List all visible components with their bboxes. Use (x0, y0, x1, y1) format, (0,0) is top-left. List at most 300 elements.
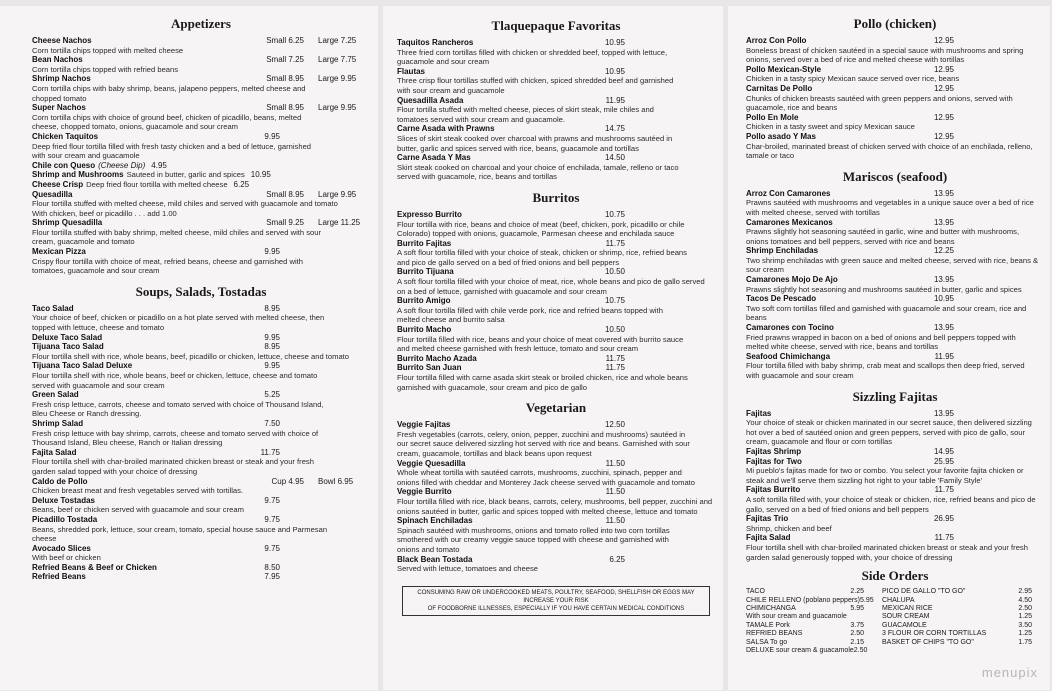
menu-item-header (746, 218, 1044, 228)
item-description-line: onions tomatoes and bell peppers, served with rice and beans (746, 236, 955, 246)
menu-item-header (32, 544, 370, 554)
item-description-line: with guacamole and sour cream (746, 371, 854, 380)
menu-item (397, 487, 715, 516)
item-description-line: Served with lettuce, tomatoes and cheese (397, 564, 538, 574)
item-description-line: onions filled with cheddar and Monterey Jack cheese served with guacamole and tomato (397, 477, 696, 487)
item-description-line: melted cheese and burrito salsa (397, 315, 505, 325)
item-description-line: With beef or chicken (32, 553, 101, 563)
item-name: Arroz Con Camarones (746, 188, 831, 198)
item-description-line: Flour tortilla filled with baby shrimp, crab meat and scallops then deep fried, served (746, 361, 1025, 371)
menu-item (746, 457, 1044, 486)
side-orders-right (882, 588, 1032, 655)
menu-item-header (746, 533, 1044, 543)
menu-item-header (32, 132, 370, 142)
menu-item (746, 533, 1044, 562)
side-order-price: 2.50 (1018, 604, 1032, 612)
menu-item (32, 190, 370, 219)
menu-item (32, 515, 370, 544)
item-description-line: and melted cheese garnished with fresh lettuce, tomato and sour cream (397, 344, 639, 354)
item-name: Spinach Enchiladas (397, 516, 473, 526)
menu-item-header (746, 294, 1044, 304)
item-description-line: Your choice of steak or chicken marinated in our secret sauce, then delivered sizzling (746, 418, 1032, 428)
tlaquepaque-list (397, 38, 715, 182)
item-price: 14.95 (933, 446, 954, 456)
menu-item (397, 363, 715, 392)
item-description-line: onions, served over a bed of rice and melted cheese with tortillas (746, 55, 965, 65)
menu-item-header (397, 239, 715, 249)
menu-item-header (32, 161, 370, 171)
menu-item (32, 572, 370, 582)
menu-item (746, 352, 1044, 381)
item-name: Shrimp Enchiladas (746, 246, 819, 256)
item-description-line: with melted cheese, served with tortillas (746, 207, 880, 217)
item-name: Shrimp Quesadilla (32, 218, 103, 228)
side-order-row (882, 597, 1032, 605)
item-description-line: tomatoes, guacamole and sour cream (32, 266, 160, 276)
item-description-line: A soft tortilla filled with, your choice of steak or chicken, rice, refried beans and pico de (746, 494, 1036, 504)
item-price-large: Large 7.75 (318, 55, 357, 65)
item-description-line: with sour cream and guacamole (32, 151, 140, 161)
item-description-line: Flour tortilla shell with rice, whole beans, beef, picadillo or chicken, lettuce, cheese and tomato (32, 351, 349, 361)
item-inline-description: Sauteed in butter, garlic and spices (126, 170, 245, 180)
item-description-line: Mi pueblo's fajitas made for two or combo. You select your favorite fajita chicken or (746, 466, 1024, 476)
item-price: 5.25 (264, 390, 280, 400)
menu-item (397, 354, 715, 364)
item-price: 11.75 (605, 363, 625, 373)
menu-item-header (32, 515, 370, 525)
item-description-line: cheese, chopped tomato, onions, guacamole and sour cream (32, 122, 239, 132)
item-description-line: Flour tortilla shell with rice, whole beans, beef or chicken, lettuce, cheese and tomato (32, 371, 318, 380)
item-description-line: Skirt steak cooked on charcoal and your choice of enchilada, tamale, relleno or taco (397, 162, 679, 172)
menu-item (32, 448, 370, 477)
item-description-line: A soft flour tortilla filled with your choice of meat, rice, whole beans and pico de gallo served (397, 277, 705, 287)
item-name: Shrimp Nachos (32, 74, 91, 84)
item-description-line: Fresh crisp lettuce, carrots, cheese and tomato served with choice of Thousand Island, (32, 399, 324, 409)
item-name: Veggie Quesadilla (397, 458, 466, 468)
item-description-line: on a bed of lettuce, garnished with guacamole and sour cream (397, 286, 607, 296)
item-name: Bean Nachos (32, 55, 83, 65)
item-description-line: Flour tortilla with rice, beans and choice of meat (beef, chicken, pork, picadillo or chile (397, 219, 685, 229)
item-name: Carne Asada with Prawns (397, 124, 495, 134)
item-name: Flautas (397, 66, 426, 76)
item-description-line: Flour tortilla stuffed with baby shrimp, melted cheese, mild chiles and served with sour (32, 227, 321, 237)
menu-item (746, 447, 1044, 457)
item-description-line: Fried prawns wrapped in bacon on a bed of onions and bell peppers topped with (746, 332, 1016, 342)
menu-item-header (32, 218, 370, 228)
menu-item-header (397, 555, 715, 565)
item-price: 6.25 (233, 179, 250, 189)
menu-item (746, 218, 1044, 247)
item-name: Tijuana Taco Salad (32, 342, 104, 352)
item-description-line: and pico de gallo served on a bed of fried onions and bell peppers (397, 257, 620, 267)
side-order-name: DELUXE sour cream & guacamole (746, 646, 854, 654)
item-name: Caldo de Pollo (32, 476, 88, 486)
item-name: Tijuana Taco Salad Deluxe (32, 361, 133, 371)
menu-column-middle (383, 6, 723, 690)
menu-item (397, 555, 715, 574)
menu-item-header (746, 457, 1044, 467)
menu-column-right (728, 6, 1050, 690)
side-order-row (746, 613, 864, 621)
menu-item (746, 132, 1044, 161)
item-price: 13.95 (933, 408, 954, 418)
section-title-fajitas: Sizzling Fajitas (852, 388, 938, 404)
item-price: 10.95 (604, 38, 625, 47)
item-description-line: Flour tortilla stuffed with melted cheese, pieces of skirt steak, mile chiles and (397, 105, 654, 115)
burritos-list (397, 210, 715, 392)
side-order-price: 1.75 (1018, 638, 1032, 646)
vegetarian-list (397, 420, 715, 574)
menu-item-header (32, 361, 370, 371)
menu-item-header (32, 170, 370, 180)
menu-item (746, 36, 1044, 65)
section-title-vegetarian: Vegetarian (525, 400, 587, 416)
item-price: 6.25 (609, 554, 625, 564)
side-order-row (882, 613, 1032, 621)
fajitas-list (746, 409, 1044, 563)
item-name: Burrito Macho (397, 325, 452, 335)
item-description-line: steak and we'll serve them sizzling hot right to your table 'Family Style' (746, 475, 983, 485)
menu-item-header (32, 55, 370, 65)
menu-item-header (32, 247, 370, 257)
pollo-list (746, 36, 1044, 161)
menu-item (397, 124, 715, 153)
item-price-large: Large 7.25 (318, 36, 357, 45)
item-description-line: cream, guacamole, tortillas and black beans upon request (397, 448, 592, 458)
menu-item (397, 210, 715, 239)
item-description-line: Three fried corn tortillas filled with chicken or shredded beef, topped with lettuce, (397, 47, 668, 57)
menu-item (32, 132, 370, 161)
item-name: Deluxe Taco Salad (32, 332, 103, 342)
menu-item (32, 180, 370, 190)
item-description-line: Two soft corn tortillas filled and garnished with guacamole and sour cream, rice and beans (746, 303, 1027, 323)
item-name: Tacos De Pescado (746, 294, 817, 304)
menu-item-header (746, 352, 1044, 362)
item-price: 11.75 (934, 485, 954, 495)
menu-item-header (32, 342, 370, 352)
menu-item-header (397, 325, 715, 335)
menu-item (397, 96, 715, 125)
menu-column-left (0, 6, 378, 690)
menu-item-header (746, 246, 1044, 256)
item-name: Fajitas Shrimp (746, 446, 802, 456)
side-order-name: TACO (746, 588, 765, 596)
item-description-line: guacamole, rice and beans (746, 103, 838, 113)
item-description-line: Prawns slightly hot seasoning and mushrooms sautéed in butter, garlic and spices (746, 284, 1022, 294)
menu-item (32, 55, 370, 74)
menu-item-header (32, 36, 370, 46)
item-price: 12.95 (933, 83, 954, 93)
item-description-line: melted white cheese, served with rice, beans and tortillas (746, 342, 939, 352)
side-order-row (882, 630, 1032, 638)
menu-item-header (397, 516, 715, 526)
menu-item (746, 84, 1044, 113)
side-order-price: 2.25 (850, 588, 864, 596)
section-title-sides: Side Orders (861, 568, 929, 584)
item-price: 11.50 (605, 487, 625, 497)
side-order-price: 2.50 (853, 646, 868, 654)
section-title-mariscos: Mariscos (seafood) (842, 168, 948, 184)
item-price: 11.75 (605, 238, 625, 248)
item-name: Refried Beans (32, 572, 86, 582)
item-name: Chile con Queso (32, 160, 96, 170)
menu-item (746, 514, 1044, 533)
item-price: 7.95 (264, 572, 280, 582)
menu-item (32, 390, 370, 419)
menu-item-header (746, 485, 1044, 495)
item-description-line: Corn tortilla chips with baby shrimp, beans, jalapeno peppers, melted cheese and (32, 83, 306, 93)
item-price: 9.95 (264, 247, 280, 257)
item-description-line: Flour tortilla filled with rice, black beans, carrots, celery, mushrooms, bell pepper, zucchini and (397, 496, 713, 506)
item-price-small: Small 8.95 (266, 74, 304, 84)
menu-item-header (397, 296, 715, 306)
item-price: 9.95 (264, 332, 280, 342)
item-price: 9.75 (264, 514, 280, 524)
item-name: Burrito Tijuana (397, 267, 454, 277)
item-name: Pollo asado Y Mas (746, 131, 816, 141)
item-price: 10.50 (604, 325, 625, 335)
item-description-line: With chicken, beef or picadillo . . . add 1.00 (32, 208, 177, 218)
item-price: 10.95 (933, 294, 954, 304)
item-description-line: onions sautéed in butter, garlic and spices topped with melted cheese, lettuce and tomato (397, 506, 698, 516)
menu-item (746, 246, 1044, 275)
side-order-name: REFRIED BEANS (746, 630, 803, 638)
side-order-name: SOUR CREAM (882, 613, 930, 621)
item-name: Taquitos Rancheros (397, 38, 474, 47)
side-order-name: TAMALE Pork (746, 621, 790, 629)
item-description-line: butter, garlic and spices served with rice, beans, guacamole and tortillas (397, 143, 639, 153)
item-name: Camarones con Tocino (746, 323, 834, 333)
item-price-small: Small 8.95 (266, 189, 304, 199)
side-order-name: MEXICAN RICE (882, 604, 933, 612)
item-description-line: Chicken breast meat and fresh vegetables served with tortillas. (32, 486, 244, 496)
side-orders (746, 588, 1044, 655)
item-name: Carne Asada Y Mas (397, 153, 471, 163)
item-name: Taco Salad (32, 303, 74, 313)
menu-item (32, 477, 370, 496)
item-description-line: Colorado) topped with onions, guacamole, Parmesan cheese and enchilada sauce (397, 229, 675, 239)
item-price: 14.50 (604, 153, 625, 163)
item-name: Black Bean Tostada (397, 554, 473, 564)
item-description-line: Boneless breast of chicken sautéed in a special sauce with mushrooms and spring (746, 45, 1024, 55)
menu-item (32, 563, 370, 573)
item-name: Super Nachos (32, 103, 86, 113)
item-description-line: garnished with guacamole, sour cream and pico de gallo (397, 382, 587, 392)
menu-item (397, 516, 715, 554)
item-description-line: with sour cream and guacamole (397, 85, 505, 95)
item-price: 11.50 (605, 458, 625, 468)
item-description-line: cheese (32, 534, 57, 544)
menu-item-header (397, 267, 715, 277)
item-description-line: Beans, shredded pork, lettuce, sour cream, tomato, special house sauce and Parmesan (32, 524, 328, 534)
menu-item-header (746, 275, 1044, 285)
item-description-line: cream, guacamole and flour or corn tortillas (746, 437, 893, 447)
side-order-row (882, 639, 1032, 647)
item-description-line: garden salad generously topped with, your choice of dressing (746, 552, 953, 562)
item-price: 26.95 (933, 514, 954, 524)
food-safety-warning (402, 586, 710, 616)
item-price: 25.95 (933, 456, 954, 466)
item-name: Expresso Burrito (397, 209, 462, 219)
item-description-line: served with guacamole, rice, beans and tortillas (397, 172, 557, 182)
item-name: Cheese Crisp (32, 179, 84, 189)
item-name: Burrito Macho Azada (397, 353, 477, 363)
menu-item (32, 342, 370, 361)
item-price: 9.75 (264, 495, 280, 505)
side-order-row (746, 646, 868, 655)
item-name: Fajitas Burrito (746, 485, 801, 495)
menu-item (397, 239, 715, 268)
item-description-line: Deep fried flour tortilla filled with fresh tasty chicken and a bed of lettuce, garnished (32, 141, 312, 151)
item-name: Arroz Con Pollo (746, 36, 807, 45)
item-name: Burrito Fajitas (397, 238, 452, 248)
item-name: Seafood Chimichanga (746, 351, 831, 361)
item-price: 13.95 (933, 217, 954, 227)
warning-line-2: OF FOODBORNE ILLNESSES, ESPECIALLY IF YOU HAVE CERTAIN MEDICAL CONDITIONS (427, 605, 685, 612)
item-description-line: Flour tortilla filled with rice, beans and your choice of meat covered with burrito sauce (397, 334, 684, 344)
item-price: 10.75 (604, 296, 625, 306)
item-description-line: Thousand Island, Bleu cheese, Ranch or Italian dressing (32, 438, 223, 448)
side-order-name: SALSA To go (746, 638, 788, 646)
side-order-row (746, 622, 864, 630)
item-name: Quesadilla Asada (397, 95, 464, 105)
item-description-line: hot over a bed of sautéed onion and green peppers, served with pico de gallo, sour (746, 427, 1026, 437)
warning-line-1: CONSUMING RAW OR UNDERCOOKED MEATS, POULTRY, SEAFOOD, SHELLFISH OR EGGS MAY INCREASE YOUR RISK (417, 589, 695, 604)
item-price: 4.95 (151, 160, 167, 170)
item-price: 8.95 (264, 303, 280, 313)
item-description-line: Chicken in a tasty spicy Mexican sauce served over rice, beans (746, 74, 960, 84)
item-description-line: A soft flour tortilla filled with chile verde pork, rice and refried beans topped with (397, 305, 663, 315)
menu-item-header (746, 113, 1044, 123)
item-description-line: cream, guacamole and tomato (32, 237, 135, 247)
item-description-line: Flour tortilla shell with char-broiled marinated chicken breast or steak and your fresh (32, 457, 314, 467)
menu-item-header (397, 124, 715, 134)
menu-item-header (397, 459, 715, 469)
menu-item-header (746, 514, 1044, 524)
menu-item-header (397, 96, 715, 106)
item-description-line: Bleu Cheese or Ranch dressing. (32, 409, 142, 419)
item-price: 8.50 (264, 562, 280, 572)
menu-item-header (746, 132, 1044, 142)
item-description-line: Shrimp, chicken and beef (746, 523, 832, 533)
side-order-name: PICO DE GALLO "TO GO" (882, 588, 966, 596)
menu-item (746, 323, 1044, 352)
menu-item (397, 325, 715, 354)
menu-item-header (397, 420, 715, 430)
section-title-tlaquepaque: Tlaquepaque Favoritas (491, 18, 621, 33)
item-name: Cheese Nachos (32, 36, 92, 45)
item-price: 11.50 (605, 516, 625, 526)
item-price: 11.75 (260, 447, 280, 457)
item-price: 11.75 (605, 353, 625, 363)
side-order-name: 3 FLOUR OR CORN TORTILLAS (882, 630, 987, 638)
menu-item-header (397, 38, 715, 48)
item-description-line: Crispy flour tortilla with choice of meat, refried beans, cheese and garnished with (32, 256, 303, 266)
item-description-line: Corn tortilla chips topped with melted cheese (32, 45, 184, 55)
item-name: Veggie Fajitas (397, 420, 451, 430)
item-description-line: Flour tortilla stuffed with melted cheese, mild chiles and served with guacamole and tomato (32, 199, 338, 209)
item-price: 14.75 (604, 124, 625, 134)
item-description-line: Beans, beef or chicken served with guacamole and sour cream (32, 505, 244, 515)
item-description-line: served with guacamole and sour cream (32, 380, 165, 390)
section-title-burritos: Burritos (532, 189, 580, 205)
menu-item-header (32, 572, 370, 582)
item-price: 12.95 (933, 112, 954, 122)
item-description-line: Chunks of chicken breasts sautéed with green peppers and onions, served with (746, 93, 1013, 103)
side-order-row (746, 605, 864, 613)
item-price-cup: Cup 4.95 (271, 476, 304, 486)
item-name: Burrito Amigo (397, 296, 451, 306)
item-price-large: Large 11.25 (318, 218, 361, 228)
side-order-row (746, 630, 864, 638)
appetizers-list (32, 36, 370, 276)
item-description-line: our secret sauce delivered sizzling hot served with rice and beans. Garnished with sour (397, 439, 690, 449)
menu-item (397, 153, 715, 182)
menu-item (32, 496, 370, 515)
item-name: Carnitas De Pollo (746, 83, 813, 93)
menu-item-header (397, 153, 715, 163)
section-title-pollo: Pollo (chicken) (853, 16, 937, 31)
item-name: Fajita Salad (32, 447, 77, 457)
item-description-line: Corn tortilla chips with choice of ground beef, chicken of picadillo, beans, melted (32, 112, 302, 122)
item-description-line: Whole wheat tortilla with sautéed carrots, mushrooms, zucchini, spinach, pepper and (397, 468, 682, 478)
item-name: Camarones Mojo De Ajo (746, 275, 838, 285)
soups-list (32, 304, 370, 582)
item-name: Camarones Mexicanos (746, 217, 833, 227)
menu-item-header (397, 363, 715, 373)
item-price: 9.95 (264, 131, 280, 141)
menu-item (746, 294, 1044, 323)
item-name: Fajita Salad (746, 533, 791, 543)
menu-item (32, 361, 370, 390)
item-price: 12.50 (604, 420, 625, 430)
item-name: Deluxe Tostadas (32, 495, 95, 505)
menu-item (746, 275, 1044, 294)
menu-item-header (397, 67, 715, 77)
item-description-line: A soft flour tortilla filled with your choice of steak, chicken or shrimp, rice, refried beans (397, 248, 687, 258)
item-price-small: Small 8.95 (266, 103, 304, 113)
menu-item-header (32, 563, 370, 573)
item-price-small: Small 6.25 (266, 36, 304, 45)
menu-item-header (32, 390, 370, 400)
side-order-price: 4.50 (1018, 596, 1032, 604)
item-price: 13.95 (933, 275, 954, 285)
menu-item (32, 247, 370, 276)
item-price: 10.95 (250, 170, 271, 180)
item-description-line: chopped tomato (32, 93, 87, 103)
item-subtitle: (Cheese Dip) (98, 160, 146, 170)
menu-item-header (32, 180, 370, 190)
menu-item-header (32, 477, 370, 487)
item-name: Veggie Burrito (397, 487, 452, 497)
side-order-price: 1.25 (1018, 613, 1032, 621)
side-order-name: GUACAMOLE (882, 621, 927, 629)
item-inline-description: Deep fried flour tortilla with melted cheese (86, 179, 228, 189)
item-name: Quesadilla (32, 189, 73, 199)
item-name: Picadillo Tostada (32, 514, 98, 524)
item-price-large: Large 9.95 (318, 74, 357, 84)
item-price: 9.75 (264, 543, 280, 553)
menu-item-header (32, 419, 370, 429)
item-description-line: smothered with our creamy veggie sauce topped with cheese and garnished with (397, 535, 669, 545)
side-order-row (882, 588, 1032, 596)
side-order-name: CHIMICHANGA (746, 604, 796, 612)
menu-item (397, 67, 715, 96)
menu-item (746, 409, 1044, 447)
menu-item (32, 544, 370, 563)
item-description-line: Your choice of beef, chicken or picadillo on a hot plate served with melted cheese, then (32, 313, 325, 323)
menu-item (397, 296, 715, 325)
